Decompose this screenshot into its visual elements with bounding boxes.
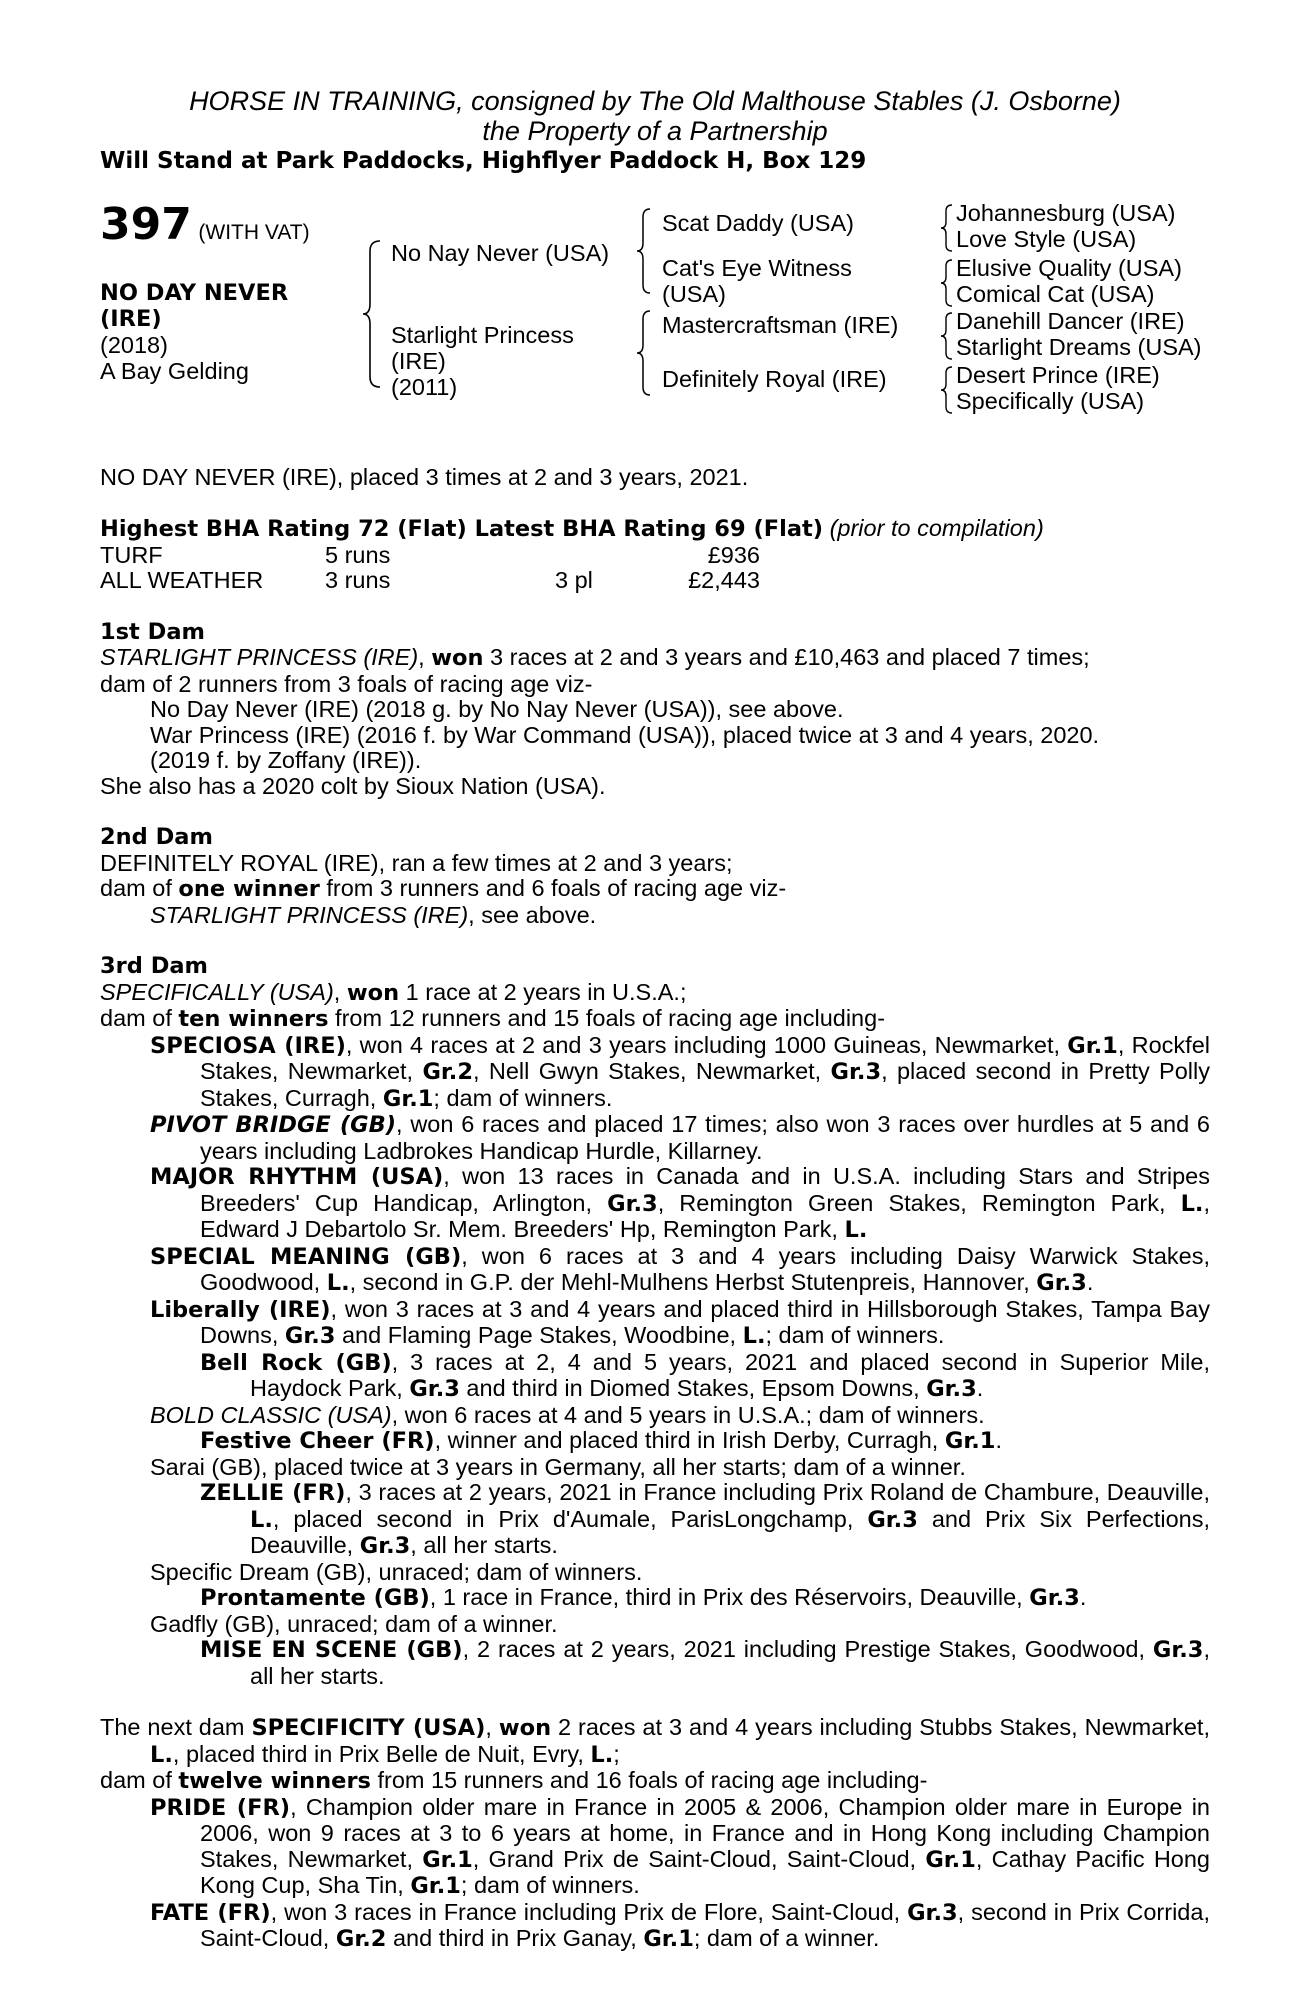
text: . [1079, 1584, 1087, 1610]
text: and third in Diomed Stakes, Epsom Downs, [459, 1375, 927, 1401]
pedigree-brace-main [362, 239, 382, 389]
pedigree-brace-ds [940, 311, 954, 361]
entry-pivot-bridge [100, 1112, 1210, 1164]
pedigree-dam-dam: Definitely Royal (IRE) [662, 365, 887, 392]
next-dam-section [100, 1715, 1210, 1953]
entry-special-meaning [100, 1244, 1210, 1297]
entry-mise-en-scene [100, 1637, 1210, 1689]
entry-liberally [100, 1297, 1210, 1350]
horse-name: ZELLIE (FR) [200, 1480, 346, 1506]
pedigree-ssd: Love Style (USA) [956, 225, 1137, 252]
grade: Gr.1 [925, 1846, 976, 1873]
pedigree-brace-ss [940, 203, 954, 253]
ratings-section [100, 516, 1210, 594]
third-dam-heading: 3rd Dam [100, 953, 208, 979]
winners-count: one winner [178, 876, 320, 902]
text: ; dam of a winner. [693, 1925, 880, 1951]
text: , Nell Gwyn Stakes, Newmarket, [473, 1058, 831, 1084]
ratings-heading: Highest BHA Rating 72 (Flat) Latest BHA Rating 69 (Flat) [100, 516, 824, 542]
pedigree-sdd: Comical Cat (USA) [956, 280, 1155, 307]
text: . [995, 1427, 1002, 1453]
lot-number-line [100, 198, 310, 250]
text: , 2 races at 2 years, 2021 including Prestige Stakes, Goodwood, [462, 1636, 1153, 1662]
grade: Gr.1 [944, 1428, 996, 1454]
text: , winner and placed third in Irish Derby, Curragh, [434, 1427, 945, 1453]
grade: Gr.3 [409, 1376, 460, 1402]
entry-gadfly: Gadfly (GB), unraced; dam of a winner. [150, 1610, 558, 1637]
grade: Gr.1 [410, 1873, 461, 1899]
grade: Gr.3 [1152, 1637, 1204, 1663]
entry-festive-cheer [100, 1428, 1210, 1455]
third-dam-section [100, 954, 1210, 1689]
entry-speciosa [100, 1033, 1210, 1113]
location-line: Will Stand at Park Paddocks, Highflyer Paddock H, Box 129 [100, 148, 867, 174]
entry-prontamente [100, 1585, 1210, 1612]
entry-sarai: Sarai (GB), placed twice at 3 years in Germany, all her starts; dam of a winner. [150, 1453, 966, 1480]
grade: Gr.1 [422, 1846, 473, 1873]
text: , 1 race in France, third in Prix des Réservoirs, Deauville, [429, 1584, 1030, 1610]
aw-label: ALL WEATHER [100, 567, 264, 593]
grade: L. [742, 1323, 766, 1349]
text: The next dam [100, 1714, 252, 1740]
pedigree-brace-dd [940, 365, 954, 415]
pedigree-brace-sd [940, 258, 954, 308]
produce-no-day-never: No Day Never (IRE) (2018 g. by No Nay Never (USA)), see above. [150, 696, 844, 722]
first-dam-section [100, 620, 1210, 800]
horse-name: Festive Cheer (FR) [200, 1428, 435, 1454]
text: 1 race at 2 years in U.S.A.; [399, 978, 687, 1005]
grade: Gr.3 [284, 1323, 336, 1349]
grade: L. [326, 1270, 350, 1296]
produce-war-princess: War Princess (IRE) (2016 f. by War Command (USA)), placed twice at 3 and 4 years, 2020. [150, 721, 1100, 748]
grade: Gr.3 [830, 1059, 882, 1085]
text: , placed third in Prix Belle de Nuit, Evry, [172, 1740, 591, 1767]
grade: L. [1180, 1190, 1204, 1217]
text: from 12 runners and 15 foals of racing age including- [328, 1005, 886, 1031]
text: , Remington Green Stakes, Remington Park, [657, 1189, 1181, 1216]
text: , second in G.P. der Mehl-Mulhens Herbst Stutenpreis, Hannover, [349, 1269, 1037, 1295]
won-label: won [346, 979, 400, 1006]
pedigree-sire-sire: Scat Daddy (USA) [662, 209, 854, 236]
grade: Gr.3 [607, 1190, 658, 1217]
pedigree-dsd: Starlight Dreams (USA) [956, 333, 1202, 360]
text: and third in Prix Ganay, [386, 1925, 644, 1951]
first-dam-heading: 1st Dam [100, 618, 205, 645]
first-dam-produce-line: dam of 2 runners from 3 foals of racing age viz- [100, 670, 593, 697]
text: , won 3 races in France including Prix de Flore, Saint-Cloud, [270, 1898, 908, 1925]
text: , all her starts. [250, 1636, 1210, 1689]
pedigree-sire: No Nay Never (USA) [391, 239, 610, 266]
text: , won 6 races at 3 and 4 years including Daisy Warwick Stakes, Goodwood, [200, 1242, 1210, 1295]
lot-number: 397 [100, 198, 192, 250]
entry-fate [100, 1900, 1210, 1953]
grade: Gr.3 [1036, 1270, 1087, 1296]
second-dam-heading: 2nd Dam [100, 824, 213, 850]
text: , Rockfel Stakes, Newmarket, [200, 1031, 1210, 1084]
text: . [1086, 1269, 1094, 1295]
aw-placed: 3 pl [555, 567, 593, 593]
pedigree-sire-dam: Cat's Eye Witness [662, 254, 852, 281]
text: , 3 races at 2, 4 and 5 years, 2021 and placed second in Superior Mile, Haydock Park, [250, 1348, 1210, 1401]
grade: L. [250, 1506, 273, 1533]
ratings-note: (prior to compilation) [829, 515, 1044, 541]
text: dam of [100, 1005, 179, 1031]
text: from 3 runners and 6 foals of racing age viz- [319, 875, 787, 901]
text: , all her starts. [410, 1532, 558, 1558]
grade: Gr.2 [335, 1926, 387, 1952]
text: and Prix Six Perfections, Deauville, [250, 1505, 1210, 1558]
pedigree-sire-dam-country: (USA) [662, 280, 726, 307]
horse-name: SPECIOSA (IRE) [150, 1032, 346, 1059]
text: , won 13 races in Canada and in U.S.A. including Stars and Stripes Breeders' Cup Handicap, Arlington, [200, 1163, 1210, 1216]
first-dam-name: STARLIGHT PRINCESS (IRE) [100, 644, 419, 670]
text: ; dam of winners. [433, 1084, 613, 1111]
horse-name: MAJOR RHYTHM (USA) [150, 1164, 444, 1190]
horse-name: NO DAY NEVER [100, 279, 289, 306]
turf-prize: £936 [707, 541, 760, 568]
pedigree-sds: Elusive Quality (USA) [956, 254, 1182, 281]
pedigree-dam-year: (2011) [391, 373, 458, 400]
turf-label: TURF [100, 541, 163, 568]
grade: L. [844, 1217, 868, 1243]
text: , won 4 races at 2 and 3 years including 1000 Guineas, Newmarket, [345, 1031, 1068, 1058]
won-label: won [498, 1715, 552, 1741]
text: , won 6 races and placed 17 times; also won 3 races over hurdles at 5 and 6 years including Ladbrokes Handicap Hurdle, Killarney. [200, 1111, 1210, 1164]
grade: L. [590, 1741, 614, 1768]
consignor-line: HORSE IN TRAINING, consigned by The Old Malthouse Stables (J. Osborne) [189, 86, 1121, 116]
turf-placed [555, 543, 680, 569]
grade: Gr.1 [643, 1926, 694, 1952]
text: , placed second in Pretty Polly Stakes, Curragh, [200, 1058, 1210, 1111]
text: , Champion older mare in France in 2005 & 2006, Champion older mare in Europe in 2006, won 9 races at 3 to 6 years at home, in France and in Hong Kong including Champion Stakes, Newmarket, [200, 1793, 1210, 1872]
grade: L. [150, 1741, 173, 1768]
first-dam-record: 3 races at 2 and 3 years and £10,463 and placed 7 times; [483, 644, 1090, 670]
horse-name: FATE (FR) [150, 1899, 271, 1926]
aw-prize: £2,443 [688, 567, 760, 593]
text: , won 3 races at 3 and 4 years and placed third in Hillsborough Stakes, Tampa Bay Downs, [200, 1295, 1210, 1348]
text: , 3 races at 2 years, 2021 in France including Prix Roland de Chambure, Deauville, [345, 1479, 1210, 1505]
entry-bold-classic [100, 1403, 1210, 1429]
property-line: the Property of a Partnership [482, 116, 828, 146]
text: dam of [100, 1767, 179, 1793]
text: 2 races at 3 and 4 years including Stubbs Stakes, Newmarket, [551, 1714, 1210, 1740]
aw-row [100, 568, 1210, 594]
foaling-year: (2018) [100, 331, 168, 358]
grade: Gr.3 [1029, 1585, 1080, 1611]
pedigree-sss: Johannesburg (USA) [956, 199, 1176, 226]
race-summary: NO DAY NEVER (IRE), placed 3 times at 2 and 3 years, 2021. [100, 463, 749, 490]
horse-name: PRIDE (FR) [150, 1794, 291, 1821]
horse-name: MISE EN SCENE (GB) [200, 1637, 463, 1663]
aw-runs: 3 runs [325, 567, 391, 593]
text: . [976, 1375, 984, 1401]
horse-name: BOLD CLASSIC (USA) [150, 1401, 392, 1428]
sep: , [418, 644, 432, 670]
text: ; dam of winners. [765, 1322, 945, 1348]
text: and Flaming Page Stakes, Woodbine, [335, 1322, 743, 1348]
grade: Gr.3 [926, 1376, 977, 1402]
entry-pride [100, 1795, 1210, 1900]
text: , Edward J Debartolo Sr. Mem. Breeders' Hp, Remington Park, [200, 1189, 1211, 1242]
grade: Gr.3 [907, 1899, 958, 1926]
pedigree-brace-dam [636, 309, 652, 397]
text: , Cathay Pacific Hong Kong Cup, Sha Tin, [200, 1845, 1210, 1898]
entry-bell-rock [100, 1350, 1210, 1403]
text: ; [613, 1740, 620, 1767]
first-dam-2020-colt: She also has a 2020 colt by Sioux Nation (USA). [100, 772, 606, 799]
lot-pedigree-block [100, 198, 1210, 441]
won-label: won [431, 645, 484, 671]
grade: Gr.3 [359, 1533, 411, 1559]
third-dam-name: SPECIFICALLY (USA) [100, 978, 334, 1005]
produce-2019-filly: (2019 f. by Zoffany (IRE)). [150, 747, 422, 773]
catalogue-page [100, 86, 1210, 1953]
turf-row [100, 543, 1210, 569]
text: , won 6 races at 4 and 5 years in U.S.A.; dam of winners. [391, 1401, 985, 1428]
second-dam-record: DEFINITELY ROYAL (IRE), ran a few times at 2 and 3 years; [100, 849, 733, 876]
grade: Gr.1 [382, 1085, 434, 1112]
pedigree-brace-sire [636, 207, 652, 295]
pedigree-dam-country: (IRE) [391, 347, 446, 374]
winners-count: twelve winners [178, 1768, 371, 1794]
horse-description: A Bay Gelding [100, 357, 249, 384]
turf-runs: 5 runs [325, 541, 391, 568]
next-dam-record [100, 1715, 1210, 1768]
sep: , [485, 1714, 499, 1740]
horse-name: SPECIAL MEANING (GB) [150, 1243, 462, 1270]
entry-zellie [100, 1480, 1210, 1560]
sep: , [333, 978, 347, 1005]
text: , see above. [468, 901, 597, 928]
pedigree-dam-sire: Mastercraftsman (IRE) [662, 311, 899, 338]
text: , second in Prix Corrida, Saint-Cloud, [200, 1898, 1210, 1951]
horse-name: Liberally (IRE) [150, 1296, 331, 1323]
horse-name: Prontamente (GB) [200, 1585, 430, 1611]
second-dam-section [100, 825, 1210, 928]
horse-country: (IRE) [100, 305, 162, 332]
text: ; dam of winners. [460, 1872, 640, 1898]
pedigree-dds: Desert Prince (IRE) [956, 361, 1160, 388]
grade: Gr.2 [422, 1059, 473, 1085]
entry-major-rhythm [100, 1164, 1210, 1244]
entry-specific-dream: Specific Dream (GB), unraced; dam of winners. [150, 1558, 643, 1585]
pedigree-ddd: Specifically (USA) [956, 387, 1145, 414]
text: , placed second in Prix d'Aumale, ParisLongchamp, [272, 1505, 868, 1532]
text: from 15 runners and 16 foals of racing age including- [370, 1767, 928, 1793]
grade: Gr.3 [867, 1506, 918, 1533]
next-dam-name: SPECIFICITY (USA) [251, 1715, 486, 1741]
text: dam of [100, 875, 179, 901]
pedigree-dss: Danehill Dancer (IRE) [956, 307, 1185, 334]
text: , Grand Prix de Saint-Cloud, Saint-Cloud, [472, 1845, 926, 1872]
produce-starlight-princess: STARLIGHT PRINCESS (IRE) [150, 901, 469, 928]
horse-name: Bell Rock (GB) [200, 1349, 392, 1376]
pedigree-dam: Starlight Princess [391, 321, 574, 348]
winners-count: ten winners [178, 1006, 329, 1032]
vat-label: (WITH VAT) [198, 220, 310, 244]
horse-name: PIVOT BRIDGE (GB) [150, 1112, 397, 1138]
grade: Gr.1 [1067, 1032, 1118, 1059]
